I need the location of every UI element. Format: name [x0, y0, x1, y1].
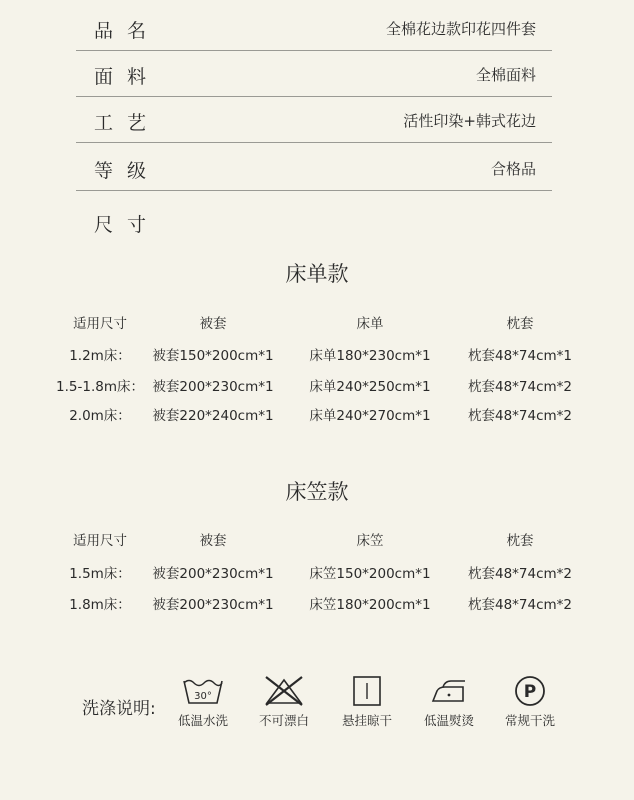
table-header-row [0, 529, 634, 553]
spec-label: 工艺 [94, 112, 161, 134]
table-cell: 1.5m床： [69, 566, 131, 582]
col-header-sheet: 床单 [356, 316, 384, 332]
table-row [0, 404, 634, 428]
table-cell: 床单240*250cm*1 [309, 379, 431, 395]
spec-value: 合格品 [490, 160, 536, 178]
table-cell: 床笠180*200cm*1 [309, 597, 431, 613]
col-header-fitted: 床笠 [356, 533, 384, 549]
col-header-pillow: 枕套 [506, 316, 534, 332]
table-row [0, 562, 634, 586]
spec-value: 活性印染+韩式花边 [403, 112, 536, 130]
spec-value: 全棉花边款印花四件套 [385, 20, 536, 38]
col-header-duvet: 被套 [199, 316, 227, 332]
spec-label: 等级 [94, 160, 161, 182]
wash-30-icon [181, 675, 225, 707]
table-cell: 被套200*230cm*1 [152, 379, 274, 395]
care-label: 悬挂晾干 [341, 713, 392, 728]
care-title: 洗涤说明: [82, 699, 156, 719]
table-cell: 1.2m床： [69, 348, 131, 364]
spec-row-craft [76, 96, 552, 143]
spec-row-name [76, 4, 552, 51]
table-cell: 床单180*230cm*1 [309, 348, 431, 364]
table-cell: 被套200*230cm*1 [152, 597, 274, 613]
table-cell: 枕套48*74cm*2 [467, 597, 573, 613]
col-header-size: 适用尺寸 [73, 533, 127, 549]
col-header-size: 适用尺寸 [73, 316, 127, 332]
table-cell: 1.5-1.8m床： [56, 379, 144, 395]
care-label: 不可漂白 [258, 713, 309, 728]
table-row [0, 593, 634, 617]
col-header-pillow: 枕套 [506, 533, 534, 549]
table-cell: 被套220*240cm*1 [152, 408, 274, 424]
size-heading: 尺寸 [94, 214, 161, 236]
table-cell: 1.8m床： [69, 597, 131, 613]
table-cell: 枕套48*74cm*1 [467, 348, 573, 364]
table-cell: 2.0m床： [69, 408, 131, 424]
spec-label: 面料 [94, 66, 161, 88]
care-item-hang-dry [327, 675, 407, 729]
fitted-sheet-title: 床笠款 [285, 480, 349, 504]
care-item-no-bleach [244, 675, 324, 729]
svg-text:30°: 30° [194, 691, 212, 702]
table-header-row [0, 312, 634, 336]
care-label: 常规干洗 [504, 713, 555, 728]
low-iron-icon [427, 675, 471, 707]
table-cell: 床笠150*200cm*1 [309, 566, 431, 582]
care-label: 低温熨烫 [423, 713, 474, 728]
dry-clean-p-icon [508, 675, 552, 707]
no-bleach-icon [262, 675, 306, 707]
spec-label: 品名 [94, 20, 161, 42]
table-cell: 被套150*200cm*1 [152, 348, 274, 364]
table-cell: 枕套48*74cm*2 [467, 566, 573, 582]
table-cell: 床单240*270cm*1 [309, 408, 431, 424]
care-item-low-iron [409, 675, 489, 729]
table-row [0, 375, 634, 399]
svg-text:P: P [523, 682, 537, 702]
care-item-wash [163, 675, 243, 729]
table-row [0, 344, 634, 368]
hang-dry-icon [345, 675, 389, 707]
flat-sheet-title: 床单款 [285, 262, 349, 286]
spec-row-fabric [76, 50, 552, 97]
table-cell: 枕套48*74cm*2 [467, 379, 573, 395]
spec-value: 全棉面料 [475, 66, 536, 84]
spec-row-grade [76, 144, 552, 191]
col-header-duvet: 被套 [199, 533, 227, 549]
table-cell: 枕套48*74cm*2 [467, 408, 573, 424]
table-cell: 被套200*230cm*1 [152, 566, 274, 582]
care-label: 低温水洗 [177, 713, 228, 728]
care-item-dry-clean [490, 675, 570, 729]
